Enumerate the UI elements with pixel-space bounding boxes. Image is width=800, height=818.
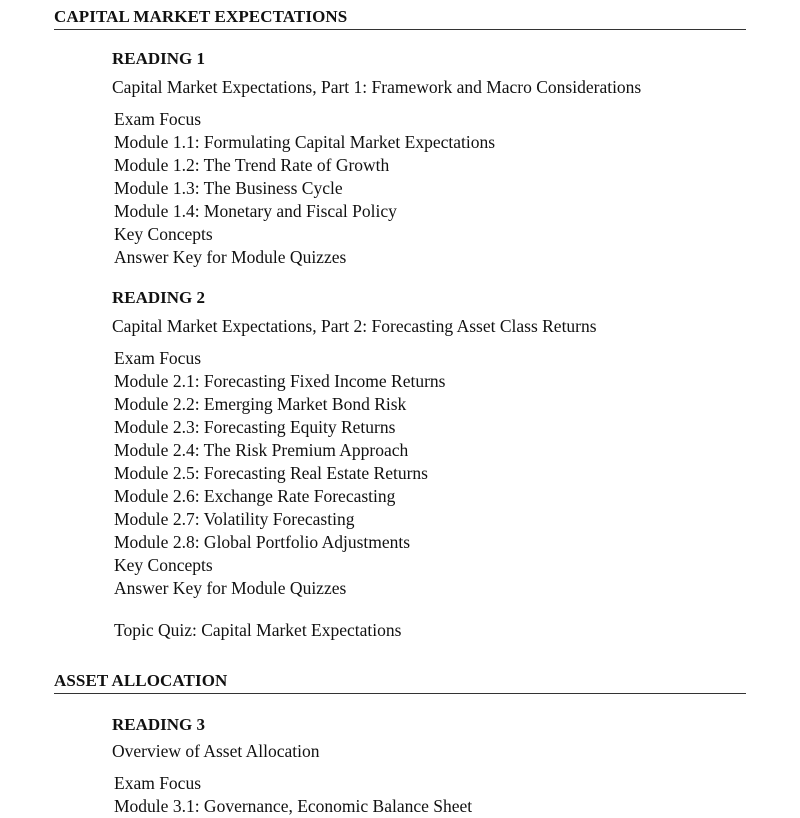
reading-title: Overview of Asset Allocation bbox=[112, 741, 320, 761]
list-item[interactable]: Module 1.4: Monetary and Fiscal Policy bbox=[114, 201, 397, 221]
list-item[interactable]: Exam Focus bbox=[114, 773, 202, 793]
list-item[interactable]: Answer Key for Module Quizzes bbox=[114, 578, 347, 598]
section-header-capital-market-expectations: CAPITAL MARKET EXPECTATIONS bbox=[54, 7, 746, 30]
list-item[interactable]: Module 2.8: Global Portfolio Adjustments bbox=[114, 532, 411, 552]
reading-3-contents bbox=[114, 772, 472, 818]
reading-label: READING 3 bbox=[112, 715, 206, 734]
list-item[interactable]: Module 2.1: Forecasting Fixed Income Returns bbox=[114, 371, 446, 391]
list-item[interactable]: Answer Key for Module Quizzes bbox=[114, 247, 347, 267]
list-item[interactable]: Exam Focus bbox=[114, 348, 202, 368]
list-item[interactable]: Module 2.3: Forecasting Equity Returns bbox=[114, 417, 396, 437]
list-item[interactable]: Module 2.6: Exchange Rate Forecasting bbox=[114, 486, 396, 506]
reading-1-contents bbox=[114, 108, 495, 269]
topic-quiz-link[interactable]: Topic Quiz: Capital Market Expectations bbox=[114, 620, 402, 640]
list-item[interactable]: Module 2.5: Forecasting Real Estate Returns bbox=[114, 463, 428, 483]
reading-title: Capital Market Expectations, Part 2: Forecasting Asset Class Returns bbox=[112, 316, 597, 336]
list-item[interactable]: Module 3.1: Governance, Economic Balance Sheet bbox=[114, 796, 473, 816]
list-item[interactable]: Module 2.2: Emerging Market Bond Risk bbox=[114, 394, 407, 414]
list-item[interactable]: Module 2.7: Volatility Forecasting bbox=[114, 509, 355, 529]
list-item[interactable]: Module 1.1: Formulating Capital Market Expectations bbox=[114, 132, 496, 152]
list-item[interactable]: Key Concepts bbox=[114, 224, 213, 244]
list-item[interactable]: Exam Focus bbox=[114, 109, 202, 129]
list-item[interactable]: Module 1.2: The Trend Rate of Growth bbox=[114, 155, 390, 175]
list-item[interactable]: Module 1.3: The Business Cycle bbox=[114, 178, 343, 198]
section-header-asset-allocation: ASSET ALLOCATION bbox=[54, 671, 746, 694]
list-item[interactable]: Key Concepts bbox=[114, 555, 213, 575]
list-item[interactable]: Module 2.4: The Risk Premium Approach bbox=[114, 440, 409, 460]
reading-label: READING 2 bbox=[112, 288, 206, 307]
reading-title: Capital Market Expectations, Part 1: Framework and Macro Considerations bbox=[112, 77, 642, 97]
reading-2-contents bbox=[114, 347, 445, 600]
reading-label: READING 1 bbox=[112, 49, 206, 68]
